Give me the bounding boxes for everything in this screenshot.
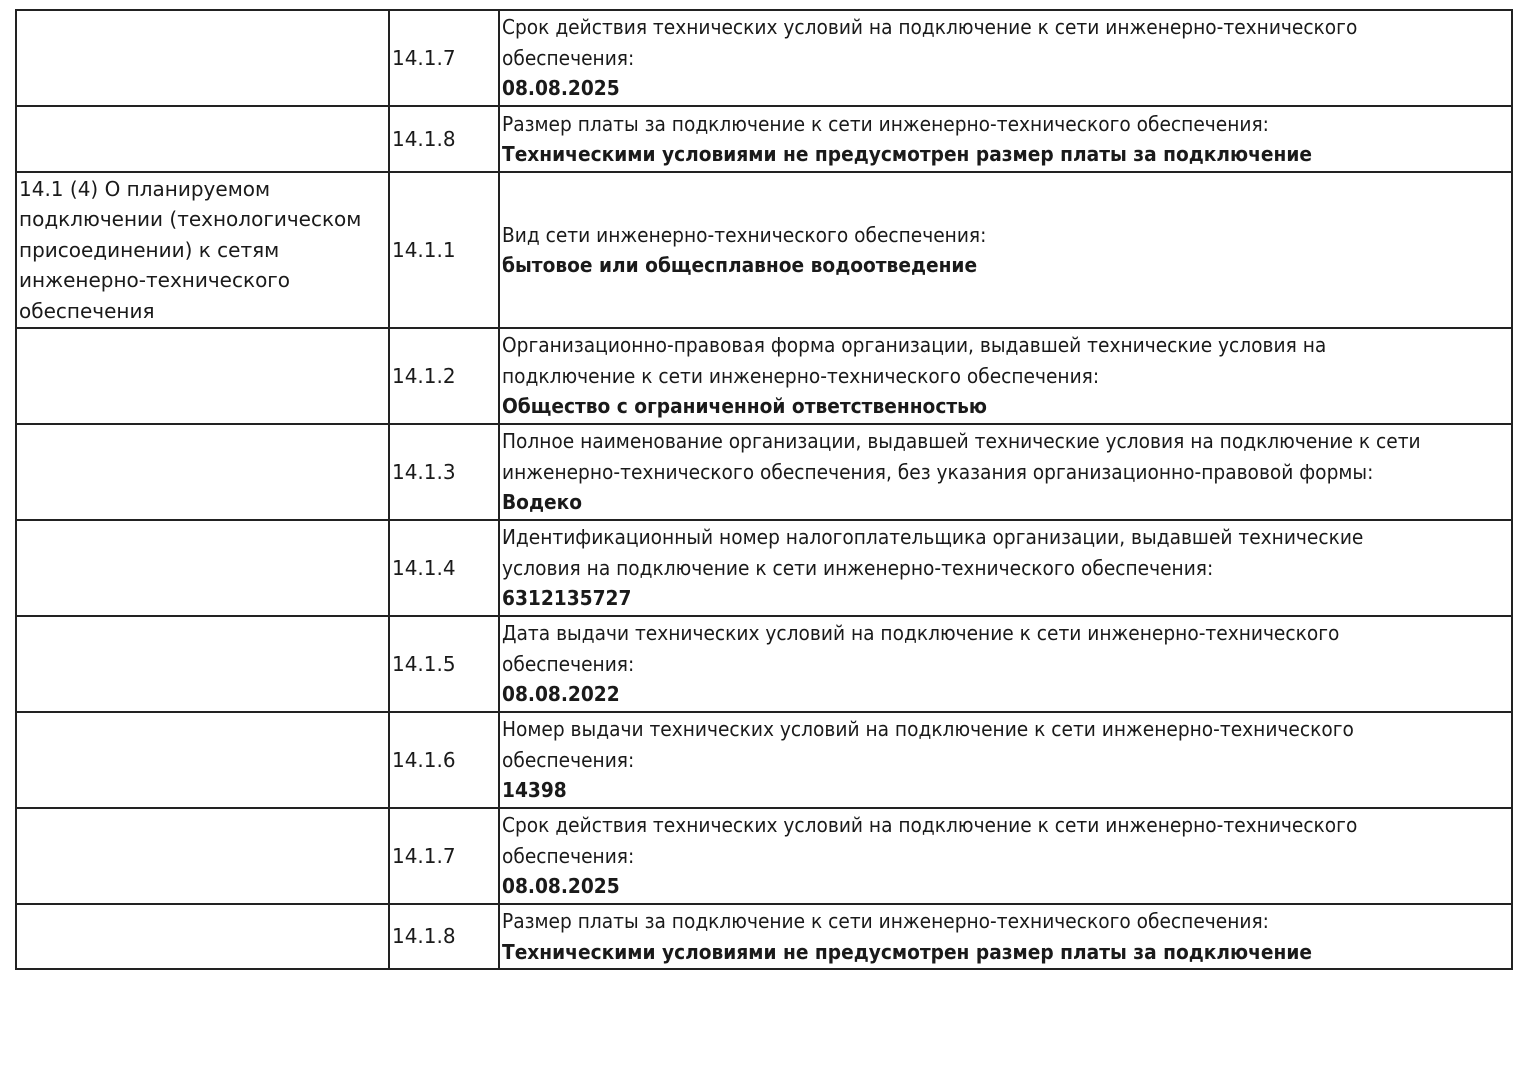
code-cell [389,10,499,106]
description-cell [499,172,1512,328]
field-label-line: Срок действия технических условий на подключение к сети инженерно-технического [502,813,1358,838]
code-cell [389,328,499,424]
field-label-line: инженерно-технического обеспечения, без указания организационно-правовой формы: [502,459,1374,484]
description-cell [499,712,1512,808]
item-code: 14.1.7 [391,843,456,868]
field-label-line: Организационно-правовая форма организации, выдавшей технические условия на [502,333,1327,358]
description-cell [499,10,1512,106]
code-cell [389,616,499,712]
field-value: Водеко [502,490,583,515]
field-label-line: Номер выдачи технических условий на подключение к сети инженерно-технического [502,717,1355,742]
table-row [16,904,1512,969]
field-value: бытовое или общесплавное водоотведение [502,253,978,277]
section-cell [16,328,389,424]
item-code: 14.1.5 [391,651,456,676]
section-cell [16,520,389,616]
item-code: 14.1.1 [391,237,456,262]
description-cell [499,520,1512,616]
field-label-line: Размер платы за подключение к сети инженерно-технического обеспечения: [502,909,1270,933]
table-row [16,172,1512,328]
field-value: Общество с ограниченной ответственностью [502,394,988,419]
section-title-line: подключении (технологическом [19,207,362,232]
item-code: 14.1.6 [391,747,456,772]
section-title-line: инженерно-технического [19,268,291,293]
table-row [16,328,1512,424]
code-cell [389,712,499,808]
item-code: 14.1.8 [391,924,456,949]
field-label-line: обеспечения: [502,843,635,868]
description-cell [499,424,1512,520]
field-value: Техническими условиями не предусмотрен размер платы за подключение [502,142,1313,166]
code-cell [389,904,499,969]
section-title-line: присоединении) к сетям [19,237,280,262]
table-row [16,424,1512,520]
code-cell [389,424,499,520]
field-label-line: Дата выдачи технических условий на подключение к сети инженерно-технического [502,621,1340,646]
field-value: 6312135727 [502,586,632,611]
table-row [16,106,1512,172]
field-label-line: Полное наименование организации, выдавшей технические условия на подключение к сети [502,429,1421,454]
field-value: 08.08.2025 [502,76,620,101]
code-cell [389,520,499,616]
field-label-line: Идентификационный номер налогоплательщика организации, выдавшей технические [502,525,1364,550]
item-code: 14.1.3 [391,459,456,484]
field-label-line: Вид сети инженерно-технического обеспечения: [502,222,987,247]
table-row [16,808,1512,904]
section-title-line: обеспечения [19,298,155,323]
description-cell [499,106,1512,172]
item-code: 14.1.7 [391,45,456,70]
field-label-line: обеспечения: [502,45,635,70]
section-cell [16,616,389,712]
section-cell [16,904,389,969]
description-cell [499,904,1512,969]
code-cell [389,106,499,172]
section-cell [16,808,389,904]
field-label-line: Срок действия технических условий на подключение к сети инженерно-технического [502,15,1358,40]
section-cell [16,712,389,808]
field-label-line: Размер платы за подключение к сети инженерно-технического обеспечения: [502,111,1270,136]
tech-conditions-table [15,9,1513,970]
field-label-line: подключение к сети инженерно-технического обеспечения: [502,363,1100,388]
field-value: Техническими условиями не предусмотрен размер платы за подключение [502,939,1313,964]
item-code: 14.1.2 [391,363,456,388]
item-code: 14.1.8 [391,126,456,151]
description-cell [499,808,1512,904]
table-row [16,10,1512,106]
section-cell [16,106,389,172]
section-cell [16,424,389,520]
code-cell [389,172,499,328]
table-row [16,520,1512,616]
field-value: 08.08.2022 [502,682,620,707]
field-label-line: условия на подключение к сети инженерно-технического обеспечения: [502,555,1214,580]
table-row [16,712,1512,808]
section-cell [16,172,389,328]
description-cell [499,328,1512,424]
item-code: 14.1.4 [391,555,456,580]
section-title-line: 14.1 (4) О планируемом [19,176,271,201]
field-label-line: обеспечения: [502,747,635,772]
section-cell [16,10,389,106]
code-cell [389,808,499,904]
field-label-line: обеспечения: [502,651,635,676]
table-body [16,10,1512,969]
field-value: 14398 [502,778,567,803]
table-row [16,616,1512,712]
description-cell [499,616,1512,712]
field-value: 08.08.2025 [502,874,620,899]
